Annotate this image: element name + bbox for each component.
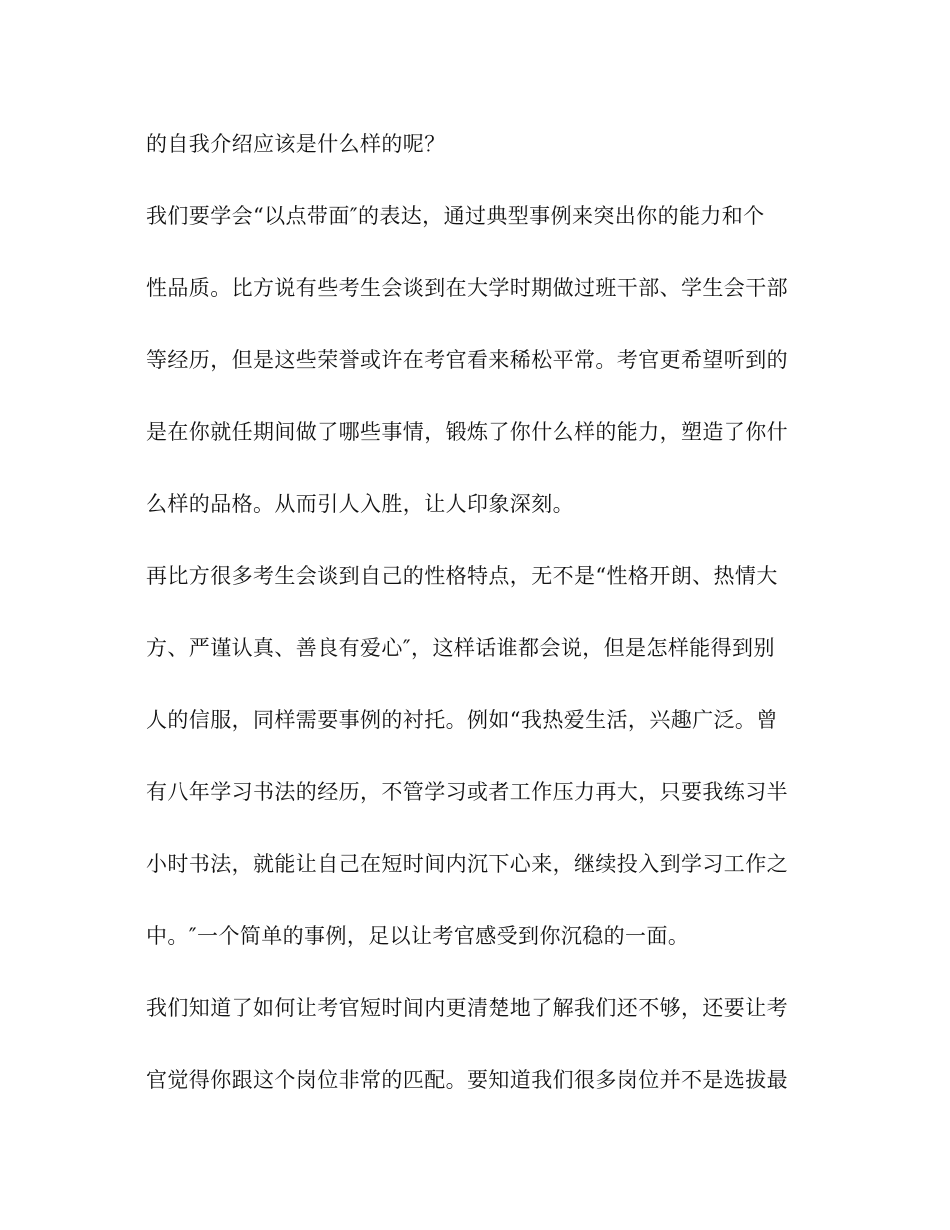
text-line: 人的信服，同样需要事例的衬托。例如“我热爱生活，兴趣广泛。曾 [146, 708, 778, 732]
text-line: 我们要学会“以点带面″的表达，通过典型事例来突出你的能力和个 [146, 204, 765, 228]
text-line: 方、严谨认真、善良有爱心″，这样话谁都会说，但是怎样能得到别 [146, 636, 775, 660]
text-line: 等经历，但是这些荣誉或许在考官看来稀松平常。考官更希望听到的 [146, 348, 788, 372]
text-line: 么样的品格。从而引人入胜，让人印象深刻。 [146, 492, 574, 516]
text-line: 的自我介绍应该是什么样的呢？ [146, 132, 446, 156]
document-body [146, 124, 806, 1132]
text-line: 官觉得你跟这个岗位非常的匹配。要知道我们很多岗位并不是选拔最 [146, 1068, 788, 1092]
text-line: 小时书法，就能让自己在短时间内沉下心来，继续投入到学习工作之 [146, 852, 788, 876]
text-line: 再比方很多考生会谈到自己的性格特点，无不是“性格开朗、热情大 [146, 564, 778, 588]
text-line: 性品质。比方说有些考生会谈到在大学时期做过班干部、学生会干部 [146, 276, 788, 300]
text-line: 有八年学习书法的经历，不管学习或者工作压力再大，只要我练习半 [146, 780, 788, 804]
text-line: 我们知道了如何让考官短时间内更清楚地了解我们还不够，还要让考 [146, 996, 788, 1020]
text-line: 中。″一个简单的事例，足以让考官感受到你沉稳的一面。 [146, 924, 690, 948]
text-line: 是在你就任期间做了哪些事情，锻炼了你什么样的能力，塑造了你什 [146, 420, 788, 444]
